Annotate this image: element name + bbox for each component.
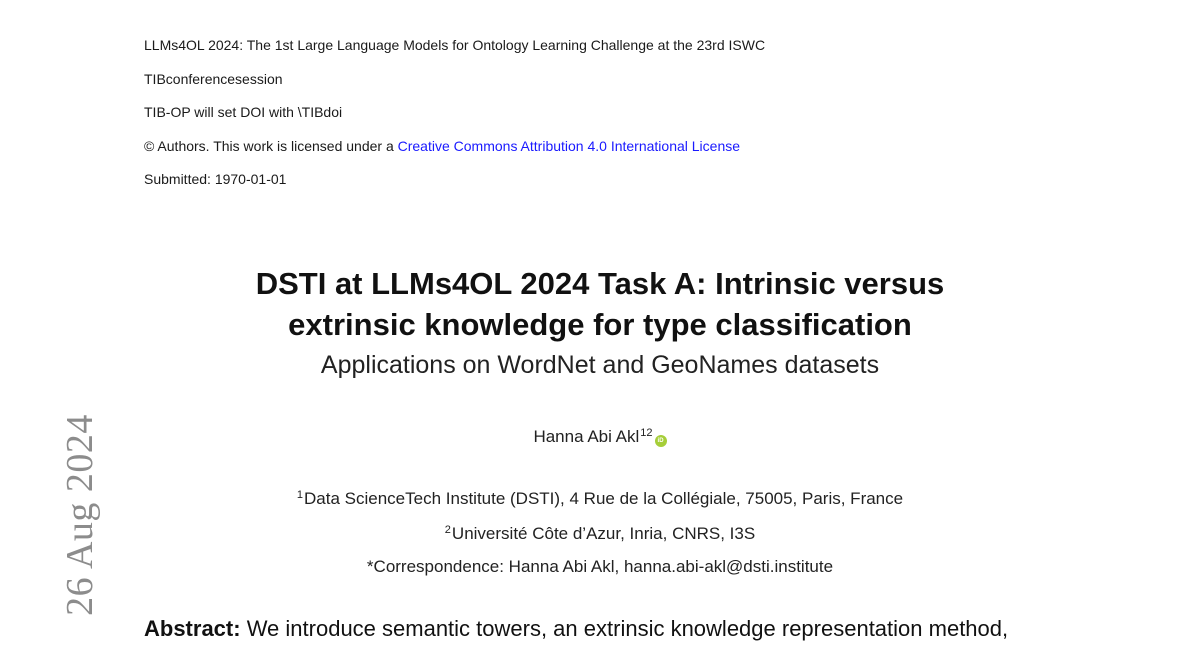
header-doi-line: TIB-OP will set DOI with \TIBdoi [144, 104, 343, 120]
header-conference-line: LLMs4OL 2024: The 1st Large Language Models for Ontology Learning Challenge at the 23rd ISWC [144, 37, 766, 53]
correspondence-line: *Correspondence: Hanna Abi Akl, hanna.abi-akl@dsti.institute [366, 557, 834, 576]
header-license-line [144, 139, 765, 153]
affiliation-1 [0, 485, 1200, 509]
conference-header [144, 38, 765, 206]
license-link[interactable]: Creative Commons Attribution 4.0 International License [397, 137, 741, 154]
affiliation-2-mark: 2 [444, 524, 451, 536]
affiliation-2 [0, 520, 1200, 544]
header-session-line: TIBconferencesession [144, 70, 283, 87]
abstract [144, 615, 1008, 643]
arxiv-date-stamp: 26 Aug 2024 [59, 414, 101, 616]
title-line-1: DSTI at LLMs4OL 2024 Task A: Intrinsic versus [255, 266, 945, 301]
author-line [0, 423, 1200, 447]
abstract-label: Abstract: [144, 616, 241, 641]
paper-title [0, 263, 1200, 345]
affiliation-2-text: Université Côte d’Azur, Inria, CNRS, I3S [451, 524, 756, 543]
affiliation-1-mark: 1 [296, 489, 304, 501]
paper-subtitle: Applications on WordNet and GeoNames datasets [320, 351, 880, 379]
author-affiliation-marks: 12 [640, 427, 653, 439]
author-name: Hanna Abi Akl [533, 427, 640, 446]
abstract-text: We introduce semantic towers, an extrinsic knowledge representation method, [240, 616, 1009, 641]
license-prefix: © Authors. This work is licensed under a [144, 137, 398, 154]
header-submitted-line: Submitted: 1970-01-01 [144, 171, 287, 187]
affiliation-1-text: Data ScienceTech Institute (DSTI), 4 Rue de la Collégiale, 75005, Paris, France [304, 489, 904, 508]
orcid-icon[interactable]: iD [655, 435, 667, 447]
title-line-2: extrinsic knowledge for type classification [288, 307, 912, 342]
